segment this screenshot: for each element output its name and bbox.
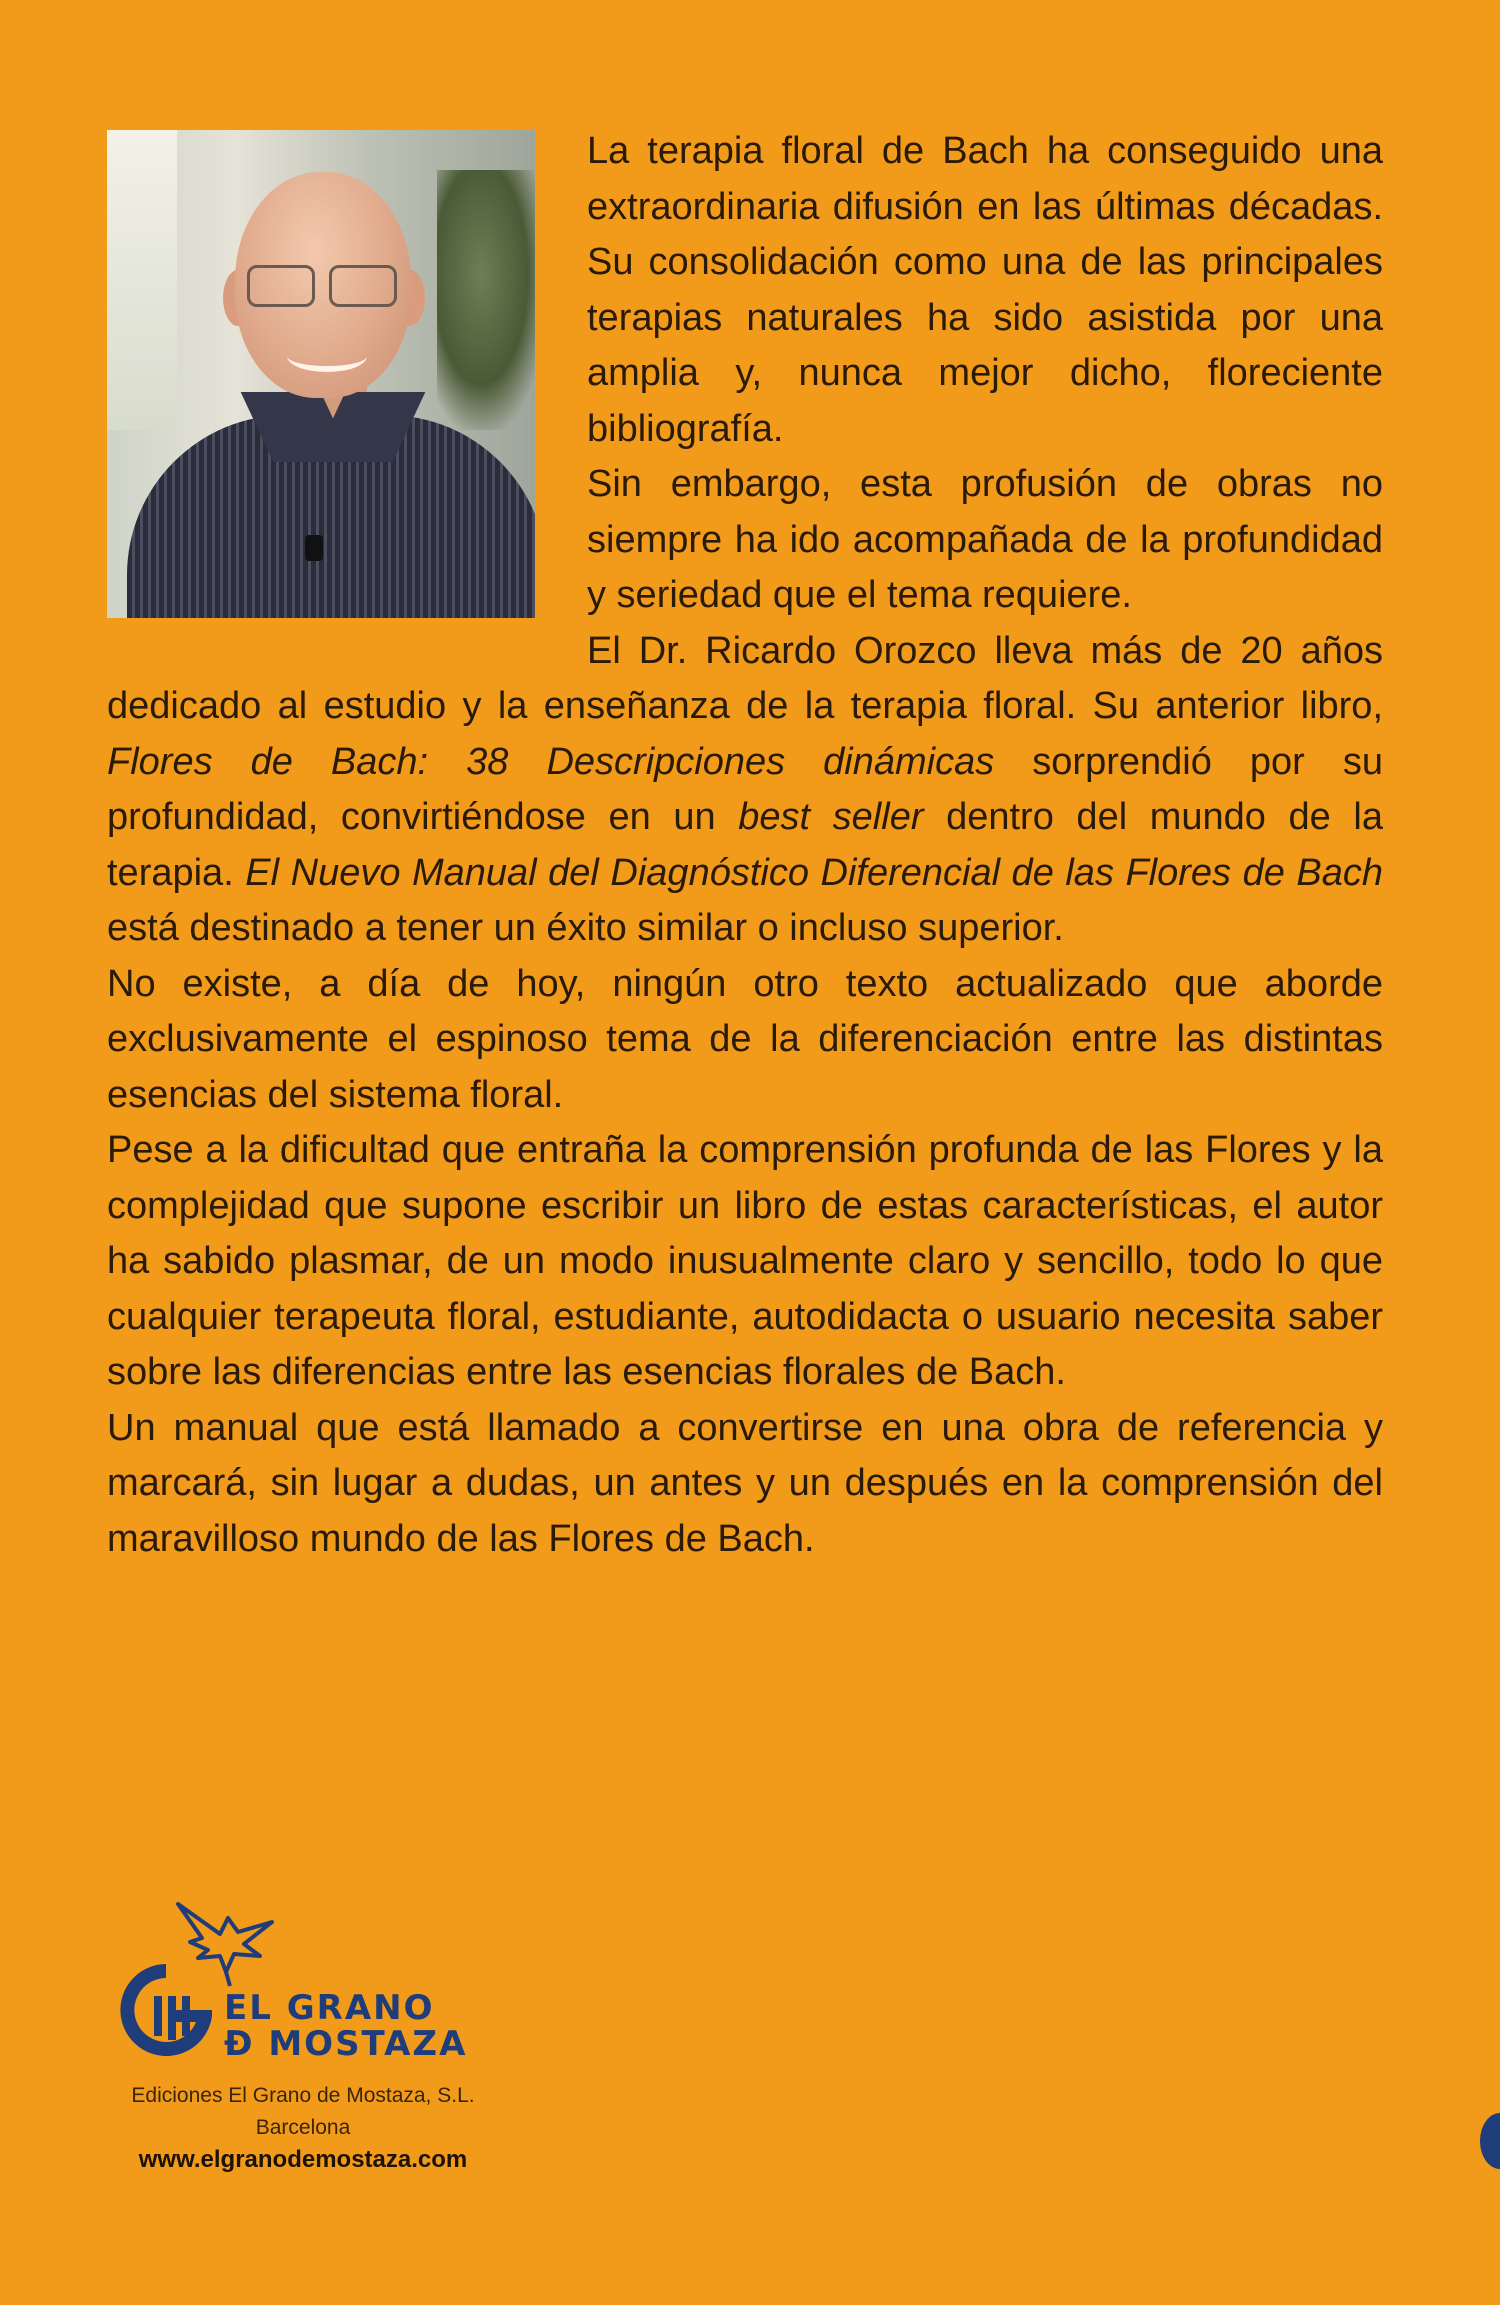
author-photo — [107, 130, 535, 618]
glasses-icon — [247, 265, 397, 305]
book-title-previous: Flores de Bach: 38 Descripciones dinámicas — [107, 740, 995, 783]
photo-window — [107, 130, 177, 430]
p3-text-a: El Dr. Ricardo Orozco lleva más de 20 años dedicado al estudio y la enseñanza de la terapia floral. Su anterior libro, — [107, 629, 1383, 727]
photo-smile — [287, 340, 367, 372]
publisher-city: Barcelona — [255, 2116, 351, 2139]
blurb-paragraph-5: Pese a la dificultad que entraña la comprensión profunda de las Flores y la complejidad que supone escribir un libro de estas características, el autor ha sabido plasmar, de un modo inusualmente claro y sencillo, todo lo que cualquier terapeuta floral, estudiante, autodidacta o usuario necesita saber sobre las diferencias entre las esencias florales de Bach. — [107, 1129, 1383, 1393]
blurb-paragraph-1: La terapia floral de Bach ha conseguido una extraordinaria difusión en las últimas décadas. Su consolidación como una de las principales terapias naturales ha sido asistida por una amplia y, nunca mejor dicho, floreciente bibliografía. — [587, 130, 1383, 450]
best-seller-text: best seller — [738, 796, 924, 838]
blurb-paragraph-4: No existe, a día de hoy, ningún otro texto actualizado que aborde exclusivamente el espinoso tema de la diferenciación entre las distintas esencias del sistema floral. — [107, 962, 1383, 1116]
blurb-paragraph-3 — [107, 624, 1383, 957]
p3-text-b: sorprendió por su profundidad, convirtiéndose en un — [107, 740, 1383, 838]
p3-text-d: está destinado a tener un éxito similar o incluso superior. — [107, 907, 1064, 949]
publisher-url[interactable]: www.elgranodemostaza.com — [138, 2146, 468, 2173]
blurb-text — [107, 124, 1383, 1567]
blurb-paragraph-2: Sin embargo, esta profusión de obras no siempre ha ido acompañada de la profundidad y seriedad que el tema requiere. — [587, 463, 1383, 616]
brand-line-1: EL GRANO — [224, 1988, 435, 2028]
microphone-icon — [305, 535, 323, 561]
grano-logo-icon — [108, 1960, 218, 2060]
publisher-brand — [224, 1990, 467, 2062]
book-title-current: El Nuevo Manual del Diagnóstico Diferencial de las Flores de Bach — [245, 851, 1384, 894]
edge-logo-fragment — [1480, 2113, 1500, 2169]
p3-text-c: dentro del mundo de la terapia. — [107, 796, 1383, 894]
brand-line-2: Ð MOSTAZA — [224, 2024, 468, 2064]
publisher-block — [108, 1898, 508, 2188]
photo-plant — [437, 170, 535, 430]
blurb-paragraph-6: Un manual que está llamado a convertirse en una obra de referencia y marcará, sin lugar a dudas, un antes y un después en la comprensión del maravilloso mundo de las Flores de Bach. — [107, 1406, 1383, 1560]
publisher-company: Ediciones El Grano de Mostaza, S.L. — [131, 2084, 475, 2107]
